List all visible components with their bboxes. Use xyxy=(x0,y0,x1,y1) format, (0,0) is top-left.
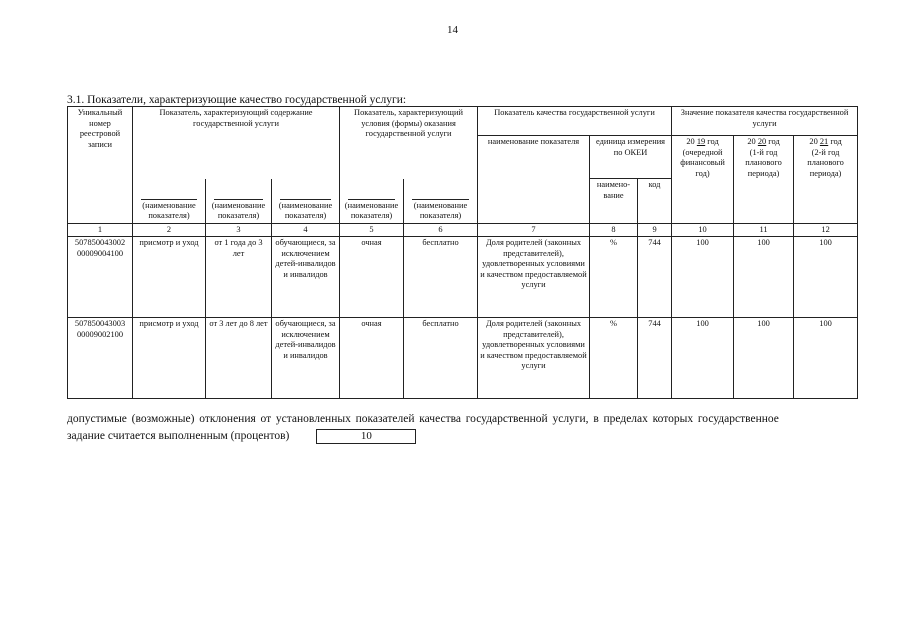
header-conditions-sub-2: (наименование показателя) xyxy=(404,179,478,224)
quality-indicators-table xyxy=(67,106,858,399)
column-number: 7 xyxy=(478,223,590,237)
content-value-2: от 3 лет до 8 лет xyxy=(206,318,272,399)
unit-code: 744 xyxy=(638,237,672,318)
tolerance-word: в xyxy=(593,413,599,425)
header-unit-code: код xyxy=(638,179,672,224)
header-conditions-sub-1: (наименование показателя) xyxy=(340,179,404,224)
header-content: Показатель, характеризующий содержание государственной услуги xyxy=(133,107,340,179)
tolerance-word: качества xyxy=(419,413,461,425)
registry-number: 507850043002 00009004100 xyxy=(68,237,133,318)
column-number: 6 xyxy=(404,223,478,237)
indicator-name: Доля родителей (законных представителей), удовлетворенных условиями и качеством предоставляемой услуги xyxy=(478,237,590,318)
content-value-1: присмотр и уход xyxy=(133,237,206,318)
tolerance-word: которых xyxy=(652,413,694,425)
value-2020: 100 xyxy=(734,318,794,399)
tolerance-text-line-2 xyxy=(67,428,857,445)
section-title: 3.1. Показатели, характеризующие качество государственной услуги: xyxy=(67,94,407,106)
content-value-3: обучающиеся, за исключением детей-инвалидов и инвалидов xyxy=(272,318,340,399)
table-row xyxy=(68,237,858,318)
header-unit-okei: единица измерения по ОКЕИ xyxy=(590,136,672,179)
header-content-sub-3: (наименование показателя) xyxy=(272,179,340,224)
indicator-name: Доля родителей (законных представителей), удовлетворенных условиями и качеством предоставляемой услуги xyxy=(478,318,590,399)
condition-value-1: очная xyxy=(340,237,404,318)
column-number: 9 xyxy=(638,223,672,237)
condition-value-2: бесплатно xyxy=(404,318,478,399)
table-row xyxy=(68,318,858,399)
tolerance-word: от xyxy=(260,413,272,425)
column-number: 11 xyxy=(734,223,794,237)
tolerance-word: государственной xyxy=(465,413,548,425)
column-number: 12 xyxy=(794,223,858,237)
tolerance-word: допустимые xyxy=(67,413,127,425)
tolerance-label: задание считается выполненным (процентов) xyxy=(67,430,290,442)
tolerance-block xyxy=(67,411,857,445)
tolerance-word: услуги, xyxy=(552,413,589,425)
column-number-row xyxy=(68,223,858,237)
column-number: 10 xyxy=(672,223,734,237)
column-number: 5 xyxy=(340,223,404,237)
value-2020: 100 xyxy=(734,237,794,318)
unit-code: 744 xyxy=(638,318,672,399)
unit-name: % xyxy=(590,237,638,318)
header-content-sub-1: (наименование показателя) xyxy=(133,179,206,224)
header-year-2021: 20 21 год (2-й год планового периода) xyxy=(794,136,858,224)
header-indicator-name: наименование показателя xyxy=(478,136,590,224)
tolerance-word: показателей xyxy=(355,413,415,425)
condition-value-2: бесплатно xyxy=(404,237,478,318)
column-number: 8 xyxy=(590,223,638,237)
tolerance-text-line-1 xyxy=(67,411,779,428)
unit-name: % xyxy=(590,318,638,399)
value-2019: 100 xyxy=(672,237,734,318)
value-2021: 100 xyxy=(794,318,858,399)
content-value-1: присмотр и уход xyxy=(133,318,206,399)
header-conditions: Показатель, характеризующий условия (формы) оказания государственной услуги xyxy=(340,107,478,179)
header-content-sub-2: (наименование показателя) xyxy=(206,179,272,224)
column-number: 4 xyxy=(272,223,340,237)
tolerance-value-box: 10 xyxy=(316,429,416,444)
tolerance-word: отклонения xyxy=(199,413,256,425)
condition-value-1: очная xyxy=(340,318,404,399)
column-number: 2 xyxy=(133,223,206,237)
header-year-2019: 20 19 год (очередной финансовый год) xyxy=(672,136,734,224)
content-value-2: от 1 года до 3 лет xyxy=(206,237,272,318)
column-number: 1 xyxy=(68,223,133,237)
tolerance-word: пределах xyxy=(603,413,648,425)
header-value: Значение показателя качества государственной услуги xyxy=(672,107,858,136)
header-year-2020: 20 20 год (1-й год планового периода) xyxy=(734,136,794,224)
content-value-3: обучающиеся, за исключением детей-инвалидов и инвалидов xyxy=(272,237,340,318)
header-unit-name: наимено-вание xyxy=(590,179,638,224)
page-number: 14 xyxy=(447,24,458,36)
column-number: 3 xyxy=(206,223,272,237)
tolerance-word: установленных xyxy=(275,413,351,425)
value-2021: 100 xyxy=(794,237,858,318)
header-quality: Показатель качества государственной услуги xyxy=(478,107,672,136)
tolerance-word: (возможные) xyxy=(131,413,195,425)
registry-number: 507850043003 00009002100 xyxy=(68,318,133,399)
header-unique-number: Уникальный номер реестровой записи xyxy=(68,107,133,224)
value-2019: 100 xyxy=(672,318,734,399)
tolerance-word: государственное xyxy=(697,413,779,425)
